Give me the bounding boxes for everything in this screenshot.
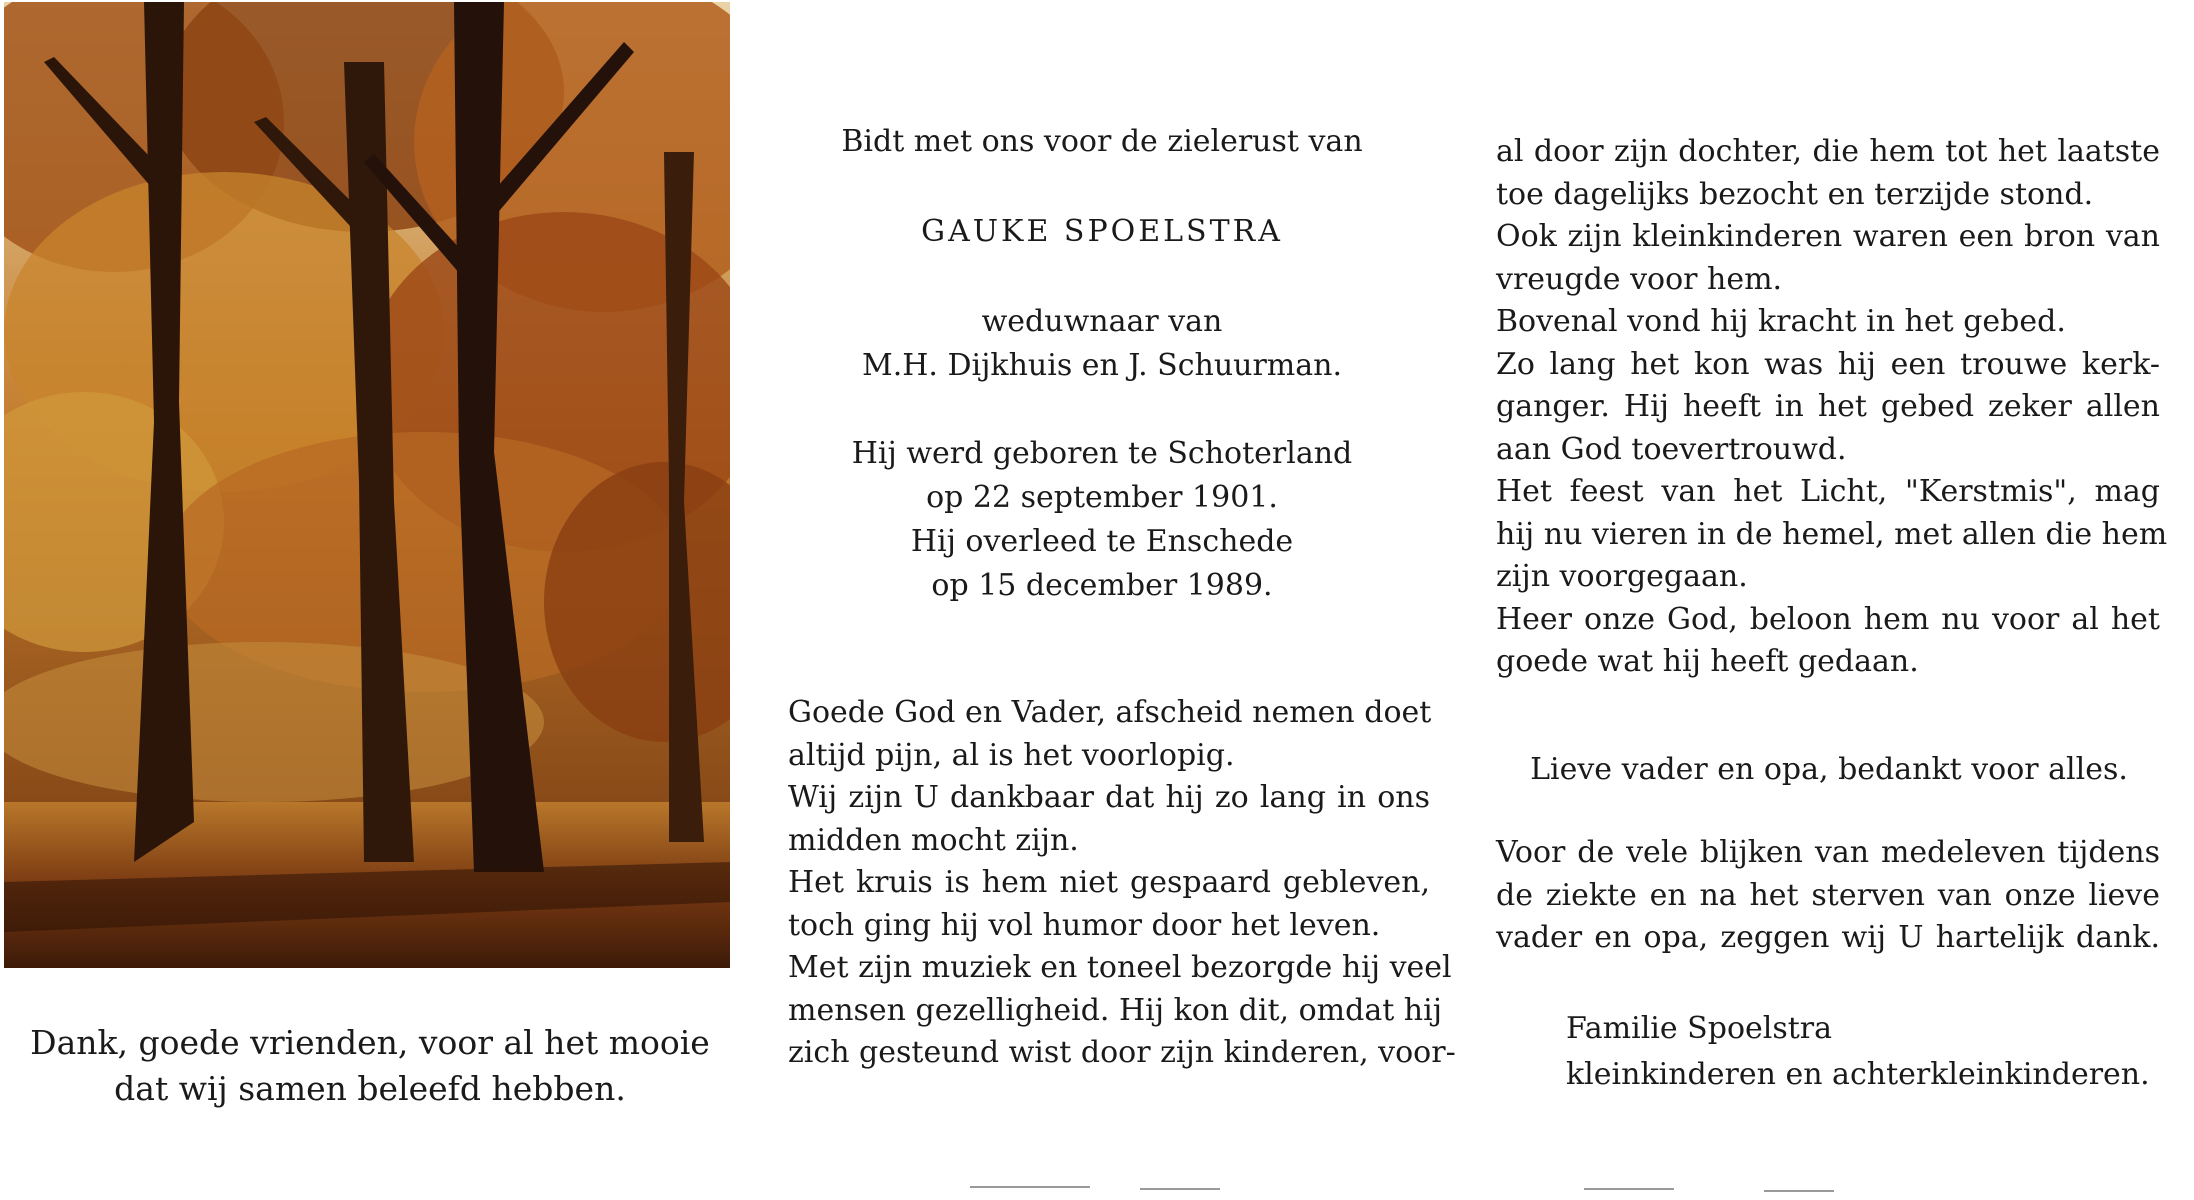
thanks-line: Lieve vader en opa, bedankt voor alles. bbox=[1530, 752, 2128, 787]
autumn-forest-photo bbox=[4, 2, 730, 968]
prayer-line: Bovenal vond hij kracht in het gebed. bbox=[1496, 304, 2066, 339]
prayer-line: toe dagelijks bezocht en terzijde stond. bbox=[1496, 176, 2094, 212]
prayer-line: Het kruis is hem niet gespaard gebleven, bbox=[788, 865, 1430, 900]
family-line: Familie Spoelstra bbox=[1566, 1011, 1833, 1046]
opening-line: Bidt met ons voor de zielerust van bbox=[841, 124, 1363, 159]
prayer-line: Wij zijn U dankbaar dat hij zo lang in ons bbox=[788, 780, 1430, 815]
prayer-line: Heer onze God, beloon hem nu voor al het bbox=[1496, 601, 2160, 637]
prayer-line: Met zijn muziek en toneel bezorgde hij veel bbox=[788, 950, 1452, 985]
middle-panel bbox=[740, 0, 1464, 1200]
prayer-line: hij nu vieren in de hemel, met allen die hem bbox=[1496, 516, 2168, 552]
prayer-line: mensen gezelligheid. Hij kon dit, omdat hij bbox=[788, 992, 1443, 1028]
print-mark bbox=[1140, 1188, 1220, 1190]
prayer-line: Zo lang het kon was hij een trouwe kerk- bbox=[1496, 346, 2160, 382]
caption-line: Dank, goede vrienden, voor al het mooie bbox=[30, 1023, 710, 1062]
photo-caption bbox=[0, 1020, 740, 1112]
prayer-line: toch ging hij vol humor door het leven. bbox=[788, 907, 1381, 943]
right-panel bbox=[1464, 0, 2194, 1200]
date-line: op 15 december 1989. bbox=[931, 568, 1273, 603]
prayer-line: midden mocht zijn. bbox=[788, 822, 1079, 858]
prayer-line: al door zijn dochter, die hem tot het laatste bbox=[1496, 134, 2160, 169]
spouse-line: weduwnaar van bbox=[981, 304, 1223, 339]
left-panel bbox=[0, 0, 740, 1200]
prayer-text bbox=[788, 692, 1456, 1075]
prayer-line: Het feest van het Licht, "Kerstmis", mag bbox=[1496, 474, 2160, 509]
date-line: Hij overleed te Enschede bbox=[910, 524, 1294, 559]
date-line: Hij werd geboren te Schoterland bbox=[851, 436, 1353, 471]
prayer-line: zich gesteund wist door zijn kinderen, voor- bbox=[788, 1035, 1456, 1070]
prayer-line: goede wat hij heeft gedaan. bbox=[1496, 644, 1919, 679]
family-signature bbox=[1566, 1006, 2150, 1098]
caption-line: dat wij samen beleefd hebben. bbox=[114, 1069, 626, 1108]
prayer-line: Ook zijn kleinkinderen waren een bron van bbox=[1496, 219, 2160, 254]
forest-illustration bbox=[4, 2, 730, 968]
print-mark bbox=[1764, 1190, 1834, 1192]
deceased-name: GAUKE SPOELSTRA bbox=[921, 214, 1283, 249]
print-mark bbox=[1584, 1188, 1674, 1190]
family-line: kleinkinderen en achterkleinkinderen. bbox=[1566, 1057, 2150, 1092]
prayer-line: Goede God en Vader, afscheid nemen doet bbox=[788, 695, 1432, 730]
print-mark bbox=[970, 1186, 1090, 1188]
prayer-line: altijd pijn, al is het voorlopig. bbox=[788, 737, 1235, 773]
dates-block bbox=[740, 432, 1464, 608]
prayer-line: ganger. Hij heeft in het gebed zeker allen bbox=[1496, 389, 2160, 424]
prayer-line: zijn voorgegaan. bbox=[1496, 559, 1748, 594]
sympathy-text bbox=[1496, 832, 2160, 960]
sympathy-line: vader en opa, zeggen wij U hartelijk dank. bbox=[1496, 920, 2160, 955]
sympathy-line: de ziekte en na het sterven van onze lieve bbox=[1496, 877, 2160, 913]
spouse-line: M.H. Dijkhuis en J. Schuurman. bbox=[861, 348, 1342, 383]
prayer-line: vreugde voor hem. bbox=[1496, 261, 1783, 297]
spouse-block bbox=[740, 300, 1464, 388]
prayer-text-continued bbox=[1496, 131, 2168, 684]
prayer-line: aan God toevertrouwd. bbox=[1496, 431, 1847, 467]
date-line: op 22 september 1901. bbox=[926, 480, 1278, 515]
sympathy-line: Voor de vele blijken van medeleven tijdens bbox=[1496, 835, 2160, 870]
